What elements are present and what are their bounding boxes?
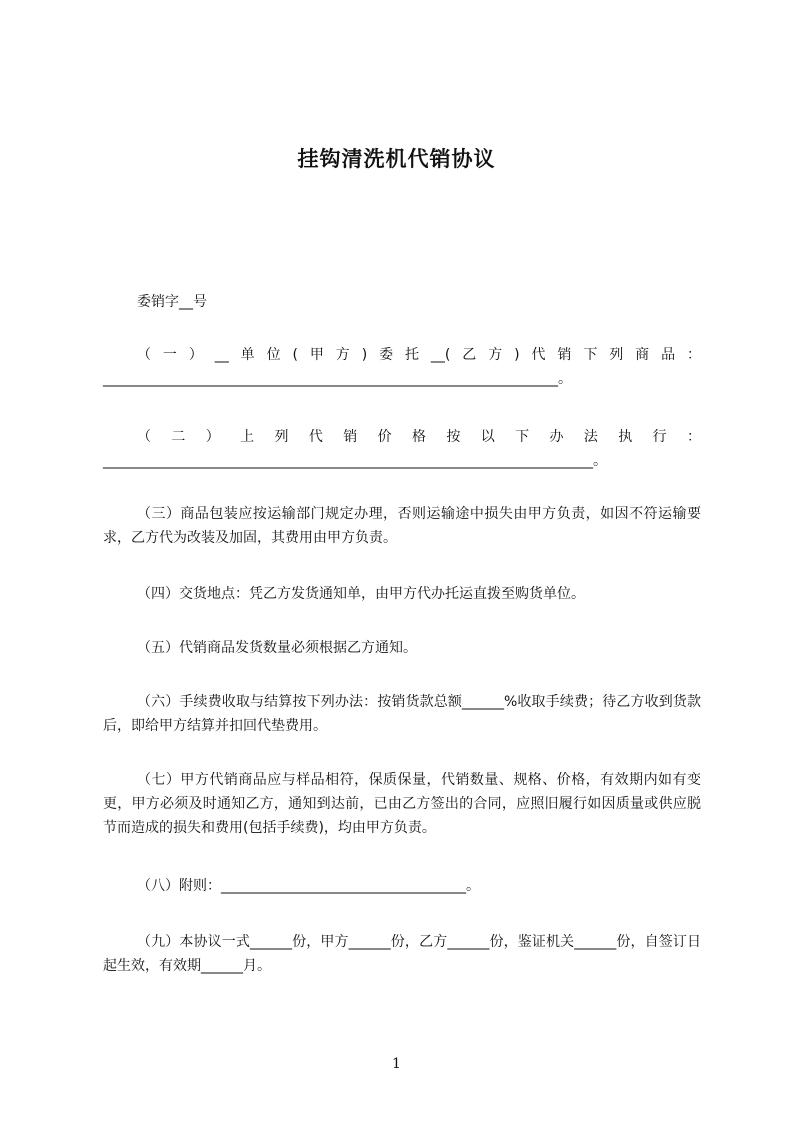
document-title: 挂钩清洗机代销协议 [297, 147, 496, 171]
clause-6: （六）手续费收取与结算按下列办法：按销货款总额______%收取手续费；待乙方收到货款后，即给甲方结算并扣回代垫费用。 [103, 694, 701, 734]
clause-9: （九）本协议一式______份，甲方______份，乙方______份，鉴证机关______份，自签订日起生效，有效期______月。 [103, 934, 701, 974]
clause-1: （一）__单位(甲方)委托__(乙方)代销下列商品：_________________________________________________________________。 [103, 347, 701, 387]
clause-7: （七）甲方代销商品应与样品相符，保质保量，代销数量、规格、价格，有效期内如有变更，甲方必须及时通知乙方，通知到达前，已由乙方签出的合同，应照旧履行如因质量或供应脱节而造成的损失和费用(包括手续费)，均由甲方负责。 [103, 772, 701, 836]
clause-5: （五）代销商品发货数量必须根据乙方通知。 [137, 640, 417, 656]
clause-4: （四）交货地点：凭乙方发货通知单，由甲方代办托运直拨至购货单位。 [137, 586, 585, 602]
clause-2: （二）上列代销价格按以下办法执行：______________________________________________________________________。 [103, 429, 701, 469]
clause-8: （八）附则：___________________________________。 [137, 878, 480, 894]
clause-3: （三）商品包装应按运输部门规定办理，否则运输途中损失由甲方负责，如因不符运输要求，乙方代为改装及加固，其费用由甲方负责。 [103, 506, 701, 546]
contract-number: 委销字__号 [137, 294, 207, 310]
page-number: 1 [392, 1056, 401, 1072]
